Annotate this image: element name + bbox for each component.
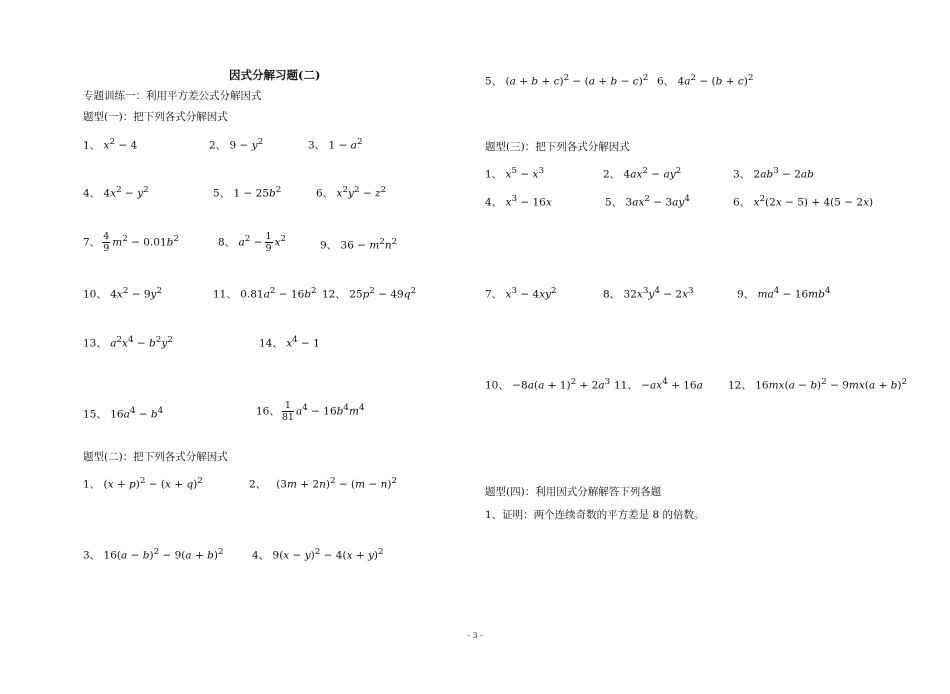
- exercise-1-11: 11、 $0.81a^2 - 16b^2$: [213, 286, 317, 301]
- exercise-1-3: 3、 $1 - a^2$: [308, 137, 363, 152]
- exercise-1-7: 7、 $\frac{4}{9}$ $m^2 - 0.01b^2$: [83, 231, 179, 254]
- exercise-1-13: 13、 $a^2x^4 - b^2y^2$: [83, 335, 173, 350]
- exercise-3-4: 4、 $x^3 - 16x$: [485, 194, 552, 209]
- exercise-3-7: 7、 $x^3 - 4xy^2$: [485, 286, 557, 301]
- exercise-1-15: 15、 $16a^4 - b^4$: [83, 406, 164, 421]
- exercise-3-6: 6、 $x^2(2x - 5) + 4(5 - 2x)$: [733, 194, 874, 209]
- type4-heading: 题型(四)：利用因式分解解答下列各题: [485, 486, 662, 498]
- exercise-1-14: 14、 $x^4 - 1$: [259, 335, 320, 350]
- training-heading: 专题训练一：利用平方差公式分解因式: [83, 90, 262, 102]
- exercise-1-4: 4、 $4x^2 - y^2$: [83, 185, 149, 200]
- exercise-3-11: 11、 $-ax^4 + 16a$: [614, 377, 703, 392]
- exercise-3-9: 9、 $ma^4 - 16mb^4$: [737, 286, 831, 301]
- exercise-2-4: 4、 $9(x - y)^2 - 4(x + y)^2$: [252, 547, 384, 562]
- exercise-2-2: 2、 $(3m + 2n)^2 - (m - n)^2$: [249, 476, 398, 491]
- exercise-1-10: 10、 $4x^2 - 9y^2$: [83, 286, 163, 301]
- exercise-3-8: 8、 $32x^3y^4 - 2x^3$: [603, 286, 694, 301]
- exercise-3-2: 2、 $4ax^2 - ay^2$: [603, 166, 682, 181]
- exercise-3-12: 12、 $16mx(a - b)^2 - 9mx(a + b)^2$: [728, 377, 908, 392]
- exercise-1-5: 5、 $1 - 25b^2$: [213, 185, 282, 200]
- exercise-2-6: 6、 $4a^2 - (b + c)^2$: [657, 73, 754, 88]
- exercise-4-1: 1、证明：两个连续奇数的平方差是 8 的倍数。: [485, 509, 705, 521]
- exercise-2-1: 1、 $(x + p)^2 - (x + q)^2$: [83, 476, 203, 491]
- exercise-1-1: 1、 $x^2 - 4$: [83, 137, 138, 152]
- exercise-1-9: 9、 $36 - m^2n^2$: [320, 237, 398, 252]
- page-title: 因式分解习题(二): [229, 68, 321, 82]
- exercise-1-6: 6、 $x^2y^2 - z^2$: [316, 185, 387, 200]
- page-number: - 3 -: [467, 631, 483, 640]
- exercise-3-3: 3、 $2ab^3 - 2ab$: [733, 166, 814, 181]
- type3-heading: 题型(三)：把下列各式分解因式: [485, 141, 630, 153]
- exercise-1-12: 12、 $25p^2 - 49q^2$: [322, 286, 417, 301]
- exercise-1-16: 16、 $\frac{1}{81}$ $a^4 - 16b^4m^4$: [256, 400, 365, 423]
- exercise-2-5: 5、 $(a + b + c)^2 - (a + b - c)^2$: [485, 73, 649, 88]
- exercise-3-5: 5、 $3ax^2 - 3ay^4$: [605, 194, 690, 209]
- exercise-1-8: 8、 $a^2$ − $\frac{1}{9}$ $x^2$: [218, 231, 287, 254]
- type1-heading: 题型(一)：把下列各式分解因式: [83, 111, 228, 123]
- exercise-3-10: 10、 $-8a(a + 1)^2 + 2a^3$: [485, 377, 611, 392]
- type2-heading: 题型(二)：把下列各式分解因式: [83, 451, 228, 463]
- exercise-2-3: 3、 $16(a - b)^2 - 9(a + b)^2$: [83, 547, 224, 562]
- exercise-3-1: 1、 $x^5 - x^3$: [485, 166, 545, 181]
- exercise-1-2: 2、 $9 - y^2$: [209, 137, 264, 152]
